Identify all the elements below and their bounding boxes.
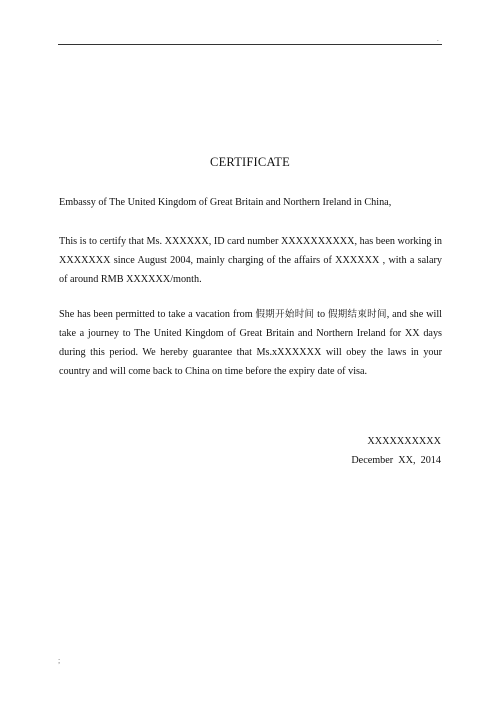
- document-title: CERTIFICATE: [210, 155, 290, 169]
- vacation-text-part2: to: [314, 309, 328, 320]
- vacation-text-part1: She has been permitted to take a vacation from: [59, 309, 256, 320]
- signature-name: XXXXXXXXXX: [367, 436, 441, 447]
- vacation-end-date: 假期结束时间: [327, 309, 387, 320]
- vacation-paragraph: [59, 305, 442, 381]
- addressee-line: Embassy of The United Kingdom of Great Britain and Northern Ireland in China,: [59, 197, 392, 208]
- employment-paragraph: This is to certify that Ms. XXXXXX, ID card number XXXXXXXXXX, has been working in XXXXXXX since August 2004, mainly charging of the affairs of XXXXXX , with a salary of around RMB XXXXXX/month.: [59, 236, 442, 285]
- vacation-start-date: 假期开始时间: [255, 309, 315, 320]
- signature-block: [351, 432, 441, 470]
- vacation-text-part3: , and she will take a journey to The United Kingdom of Great Britain and Northern Ireland for XX days during this period. We hereby guarantee that Ms.xXXXXXX will obey the laws in your country and will come back to China on time before the expiry date of visa.: [59, 309, 442, 377]
- header-rule: [58, 44, 442, 45]
- header-mark: .: [437, 35, 439, 43]
- footer-mark: ;: [58, 656, 61, 665]
- signature-date: December XX, 2014: [351, 455, 441, 466]
